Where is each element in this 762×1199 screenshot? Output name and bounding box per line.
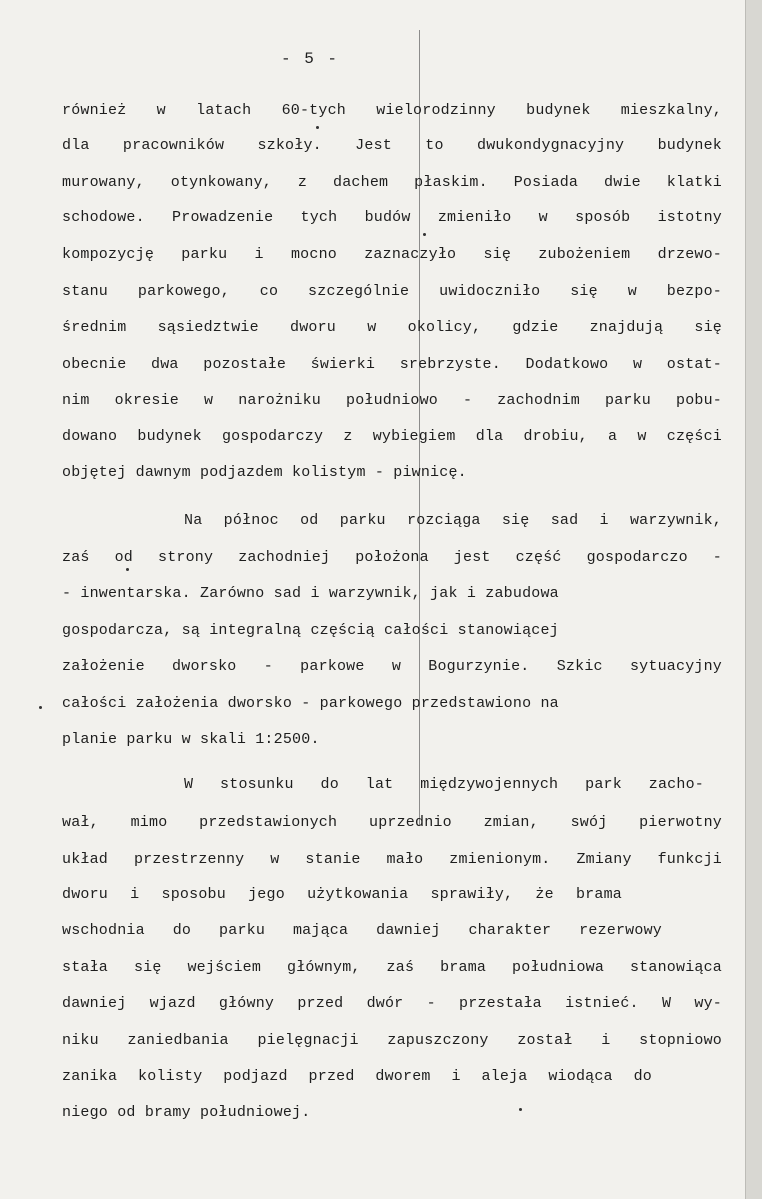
scan-speck — [39, 706, 42, 709]
scan-edge-strip — [745, 0, 762, 1199]
text-line: obecnie dwa pozostałe świerki srebrzyste. Dodatkowo w ostat- — [62, 356, 722, 373]
text-line: nim okresie w narożniku południowo - zachodnim parku pobu- — [62, 392, 722, 409]
page-number: - 5 - — [280, 50, 339, 68]
text-line: dla pracowników szkoły. Jest to dwukondygnacyjny budynek — [62, 137, 722, 154]
text-line: schodowe. Prowadzenie tych budów zmieniło w sposób istotny — [62, 209, 722, 226]
text-line-indent: W stosunku do lat międzywojennych park zacho- — [184, 776, 704, 793]
text-line: również w latach 60-tych wielorodzinny budynek mieszkalny, — [62, 102, 722, 119]
text-line: całości założenia dworsko - parkowego przedstawiono na — [62, 695, 559, 712]
scan-speck — [126, 568, 129, 571]
text-line: zanika kolisty podjazd przed dworem i aleja wiodąca do — [62, 1068, 652, 1085]
text-line: - inwentarska. Zarówno sad i warzywnik, jak i zabudowa — [62, 585, 559, 602]
text-line-last: objętej dawnym podjazdem kolistym - piwnicę. — [62, 464, 467, 481]
text-line: dawniej wjazd główny przed dwór - przestała istnieć. W wy- — [62, 995, 722, 1012]
scan-speck — [519, 1108, 522, 1111]
text-line: układ przestrzenny w stanie mało zmienionym. Zmiany funkcji — [62, 851, 722, 868]
text-line: średnim sąsiedztwie dworu w okolicy, gdzie znajdują się — [62, 319, 722, 336]
text-line: wschodnia do parku mająca dawniej charakter rezerwowy — [62, 922, 662, 939]
text-line: wał, mimo przedstawionych uprzednio zmian, swój pierwotny — [62, 814, 722, 831]
text-line: zaś od strony zachodniej położona jest część gospodarczo - — [62, 549, 722, 566]
text-line: dowano budynek gospodarczy z wybiegiem dla drobiu, a w części — [62, 428, 722, 445]
text-line: stanu parkowego, co szczególnie uwidoczniło się w bezpo- — [62, 283, 722, 300]
text-line: dworu i sposobu jego użytkowania sprawiły, że brama — [62, 886, 622, 903]
text-line-last: planie parku w skali 1:2500. — [62, 731, 320, 748]
text-line: murowany, otynkowany, z dachem płaskim. Posiada dwie klatki — [62, 174, 722, 191]
text-line: założenie dworsko - parkowe w Bogurzynie. Szkic sytuacyjny — [62, 658, 722, 675]
text-line: kompozycję parku i mocno zaznaczyło się zubożeniem drzewo- — [62, 246, 722, 263]
text-line-indent: Na północ od parku rozciąga się sad i warzywnik, — [184, 512, 722, 529]
text-line: gospodarcza, są integralną częścią całości stanowiącej — [62, 622, 559, 639]
text-line: stała się wejściem głównym, zaś brama południowa stanowiąca — [62, 959, 722, 976]
text-line: niku zaniedbania pielęgnacji zapuszczony został i stopniowo — [62, 1032, 722, 1049]
text-line-last: niego od bramy południowej. — [62, 1104, 311, 1121]
scan-speck — [423, 233, 426, 236]
scan-speck — [316, 126, 319, 129]
